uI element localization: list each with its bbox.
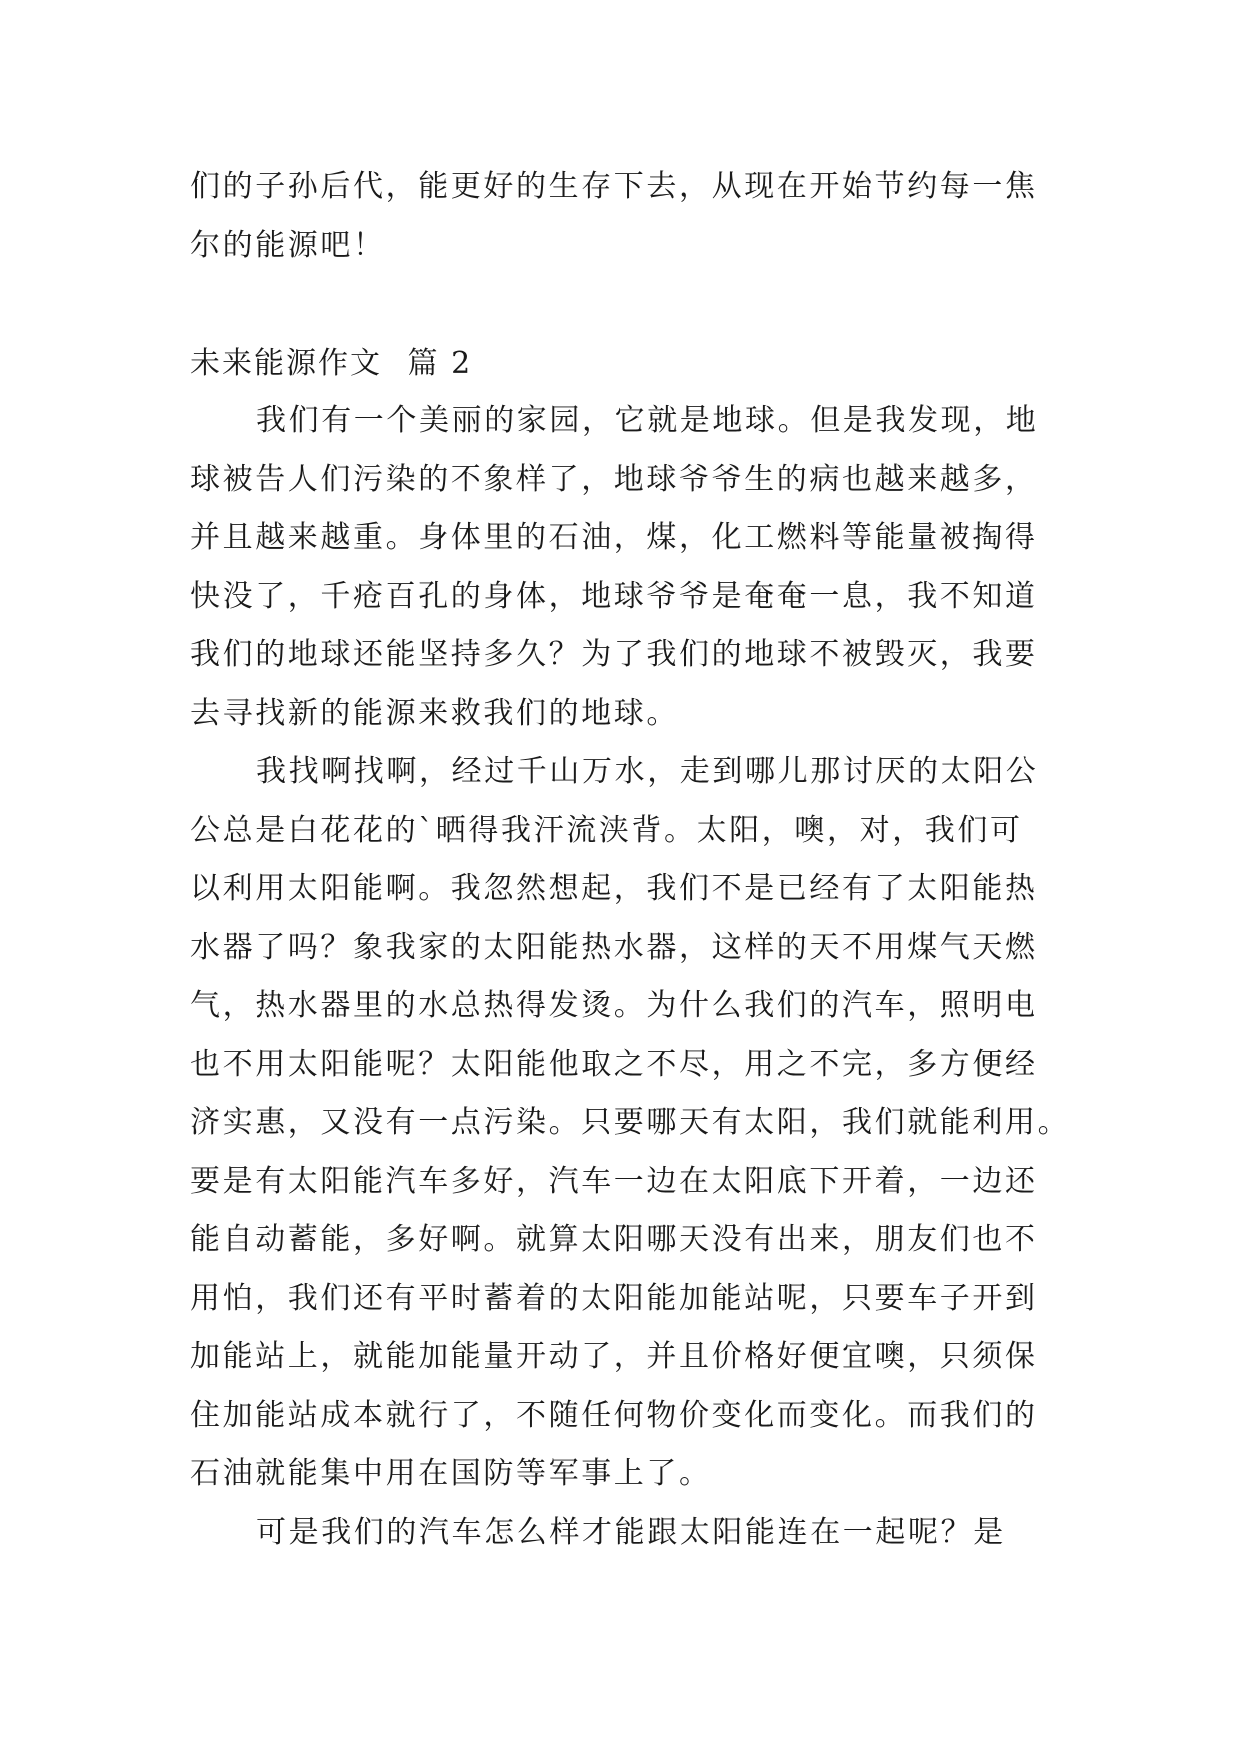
section-title: 未来能源作文 (190, 346, 382, 381)
text-line: 尔的能源吧！ (190, 227, 386, 263)
text-line: 快没了，千疮百孔的身体，地球爷爷是奄奄一息，我不知道 (190, 578, 1038, 614)
text-line: 水器了吗？象我家的太阳能热水器，这样的天不用煤气天燃 (190, 929, 1038, 965)
text-line: 用怕，我们还有平时蓄着的太阳能加能站呢，只要车子开到 (190, 1280, 1038, 1316)
text-line: 我们有一个美丽的家园，它就是地球。但是我发现，地 (256, 403, 1039, 438)
text-line: 住加能站成本就行了，不随任何物价变化而变化。而我们的 (190, 1397, 1038, 1433)
text-line: 要是有太阳能汽车多好，汽车一边在太阳底下开着，一边还 (190, 1163, 1038, 1199)
text-line: 能自动蓄能，多好啊。就算太阳哪天没有出来，朋友们也不 (190, 1222, 1038, 1257)
text-line: 我找啊找啊，经过千山万水，走到哪儿那讨厌的太阳公 (256, 754, 1039, 789)
text-line: 去寻找新的能源来救我们的地球。 (190, 695, 679, 731)
text-line: 石油就能集中用在国防等军事上了。 (190, 1456, 712, 1491)
text-line: 也不用太阳能呢？太阳能他取之不尽，用之不完，多方便经 (190, 1046, 1038, 1082)
text-line: 气，热水器里的水总热得发烫。为什么我们的汽车，照明电 (190, 988, 1038, 1023)
text-line: 我们的地球还能坚持多久？为了我们的地球不被毁灭，我要 (190, 637, 1038, 672)
text-line: 以利用太阳能啊。我忽然想起，我们不是已经有了太阳能热 (190, 871, 1038, 906)
text-line: 球被告人们污染的不象样了，地球爷爷生的病也越来越多， (190, 461, 1038, 497)
text-line: 们的子孙后代，能更好的生存下去，从现在开始节约每一焦 (190, 169, 1038, 204)
section-number: 篇 2 (407, 346, 473, 381)
paragraph-1 (190, 392, 1060, 743)
text-line: 加能站上，就能加能量开动了，并且价格好便宜噢，只须保 (190, 1339, 1038, 1374)
paragraph-2 (190, 743, 1071, 1504)
text-line: 可是我们的汽车怎么样才能跟太阳能连在一起呢？是 (256, 1514, 1006, 1550)
essay-body (190, 392, 1071, 1562)
text-line: 济实惠，又没有一点污染。只要哪天有太阳，我们就能利用。 (190, 1105, 1071, 1140)
section-heading (190, 335, 472, 393)
continuation-paragraph (190, 158, 1060, 275)
paragraph-3 (190, 1504, 1060, 1563)
text-line: 公总是白花花的`晒得我汗流浃背。太阳，噢，对，我们可 (190, 812, 1023, 848)
text-line: 并且越来越重。身体里的石油，煤，化工燃料等能量被掏得 (190, 520, 1038, 555)
